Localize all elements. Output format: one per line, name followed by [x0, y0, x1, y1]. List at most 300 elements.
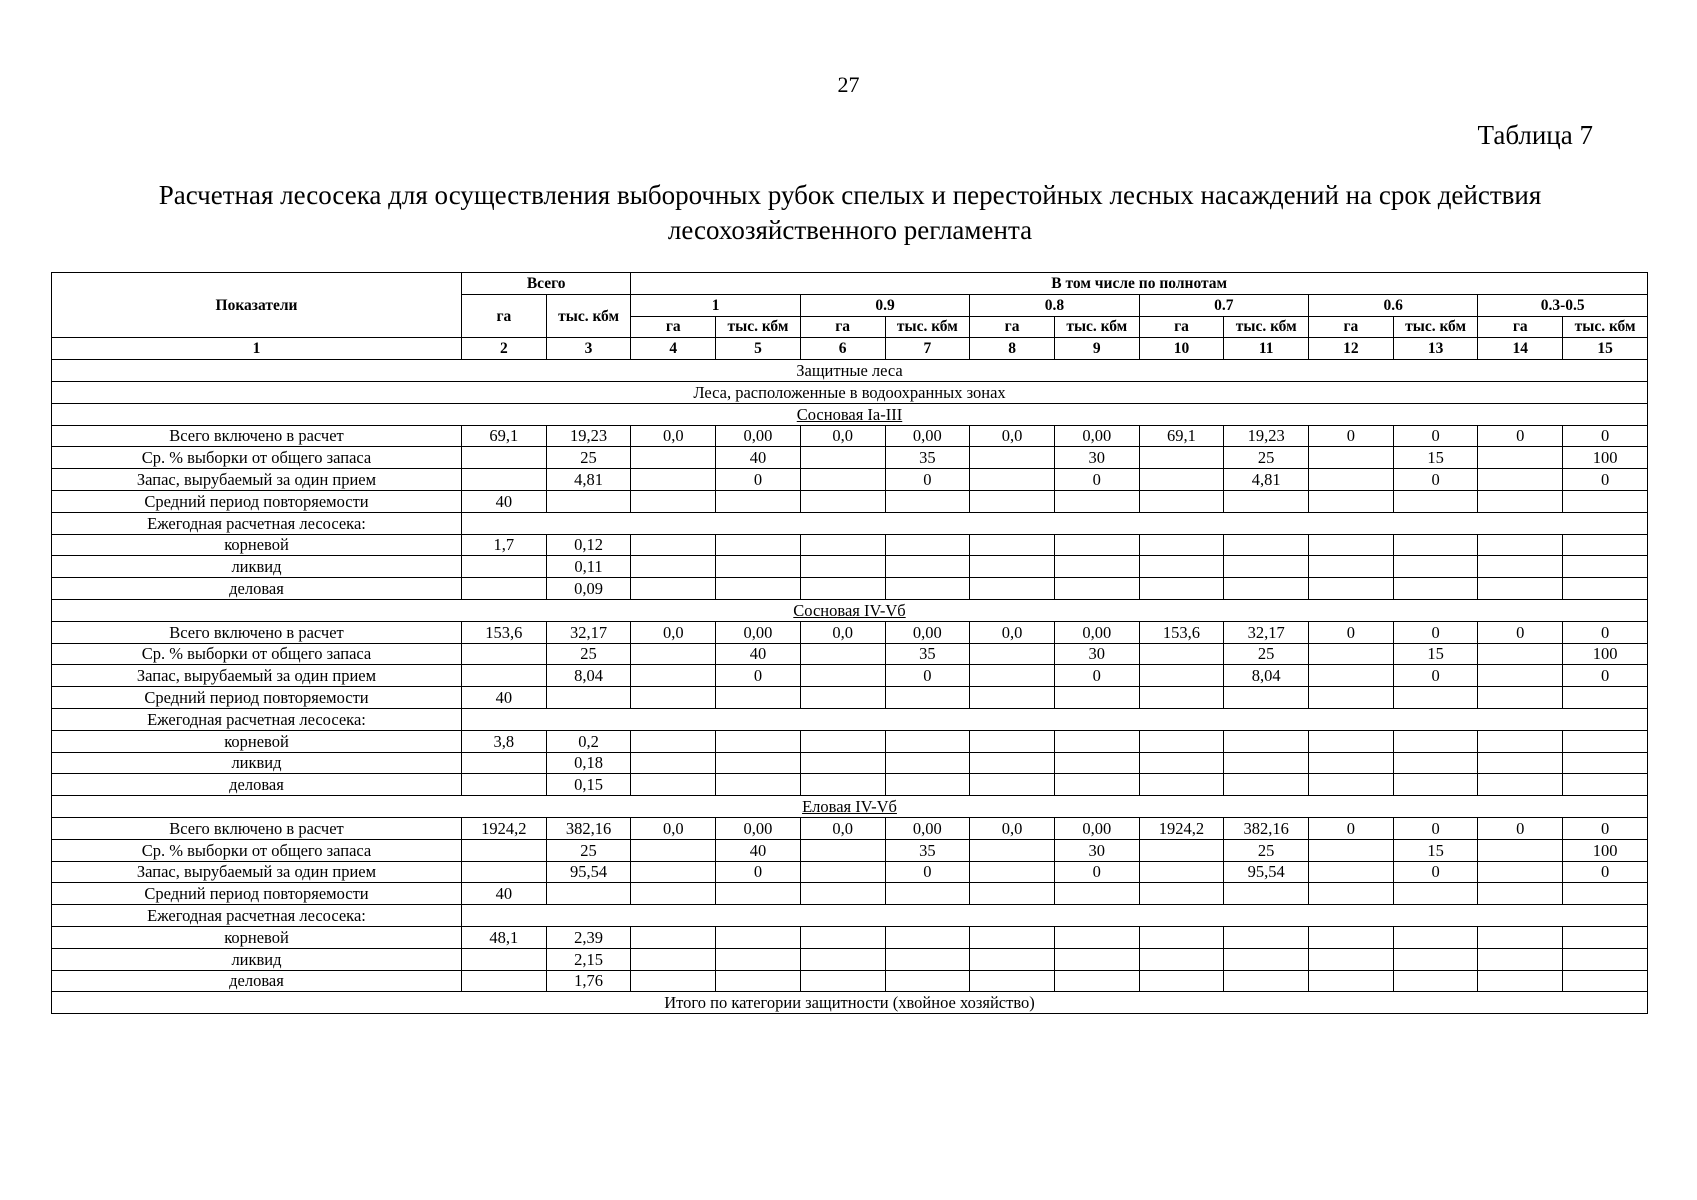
table-cell: [1478, 861, 1563, 883]
row-label: Запас, вырубаемый за один прием: [52, 861, 462, 883]
document-title: Расчетная лесосека для осуществления выборочных рубок спелых и перестойных лесных насаждений на срок действия лесохозяйственного регламента: [158, 180, 1542, 245]
column-number: 13: [1393, 338, 1478, 360]
row-label: корневой: [52, 534, 462, 556]
table-cell: [716, 490, 801, 512]
table-cell: [462, 447, 547, 469]
table-cell: [885, 578, 970, 600]
empty-cell: [462, 512, 1648, 534]
header-unit-tkbm: тыс. кбм: [716, 316, 801, 338]
table-cell: [970, 839, 1055, 861]
row-label: Всего включено в расчет: [52, 817, 462, 839]
table-cell: [1478, 839, 1563, 861]
table-cell: 0: [1563, 817, 1648, 839]
table-cell: [1393, 687, 1478, 709]
table-cell: 0,00: [885, 817, 970, 839]
table-cell: [462, 469, 547, 491]
table-cell: 40: [716, 447, 801, 469]
header-unit-ha: га: [1478, 316, 1563, 338]
table-cell: [1139, 687, 1224, 709]
table-cell: 0: [1393, 665, 1478, 687]
table-cell: 0: [1054, 861, 1139, 883]
table-cell: 0,00: [716, 817, 801, 839]
empty-cell: [462, 905, 1648, 927]
footer-total-heading-label: Итого по категории защитности (хвойное хозяйство): [664, 993, 1035, 1013]
table-cell: 0,00: [1054, 425, 1139, 447]
table-cell: [885, 752, 970, 774]
table-cell: [1309, 926, 1394, 948]
table-cell: [1139, 883, 1224, 905]
table-cell: [970, 447, 1055, 469]
species-group-heading: [52, 403, 1648, 425]
table-cell: 153,6: [462, 621, 547, 643]
table-cell: 35: [885, 447, 970, 469]
table-cell: [970, 883, 1055, 905]
table-cell: [1478, 687, 1563, 709]
table-cell: [1139, 948, 1224, 970]
table-cell: 25: [1224, 447, 1309, 469]
table-cell: 2,39: [546, 926, 631, 948]
column-numbers-row: [52, 338, 1648, 360]
table-cell: 0,15: [546, 774, 631, 796]
table-cell: 0,0: [631, 621, 716, 643]
table-row: [52, 534, 1648, 556]
table-cell: [1393, 730, 1478, 752]
table-cell: [885, 926, 970, 948]
table-cell: [716, 752, 801, 774]
table-cell: [1139, 774, 1224, 796]
table-cell: [1054, 556, 1139, 578]
table-cell: [1309, 970, 1394, 992]
table-cell: [1139, 752, 1224, 774]
table-cell: 0: [1393, 469, 1478, 491]
table-cell: [1309, 752, 1394, 774]
table-cell: 100: [1563, 447, 1648, 469]
row-label: Средний период повторяемости: [52, 883, 462, 905]
table-cell: 0: [1054, 665, 1139, 687]
table-cell: 32,17: [546, 621, 631, 643]
table-cell: [1224, 970, 1309, 992]
header-unit-tkbm: тыс. кбм: [885, 316, 970, 338]
species-group-heading: [52, 599, 1648, 621]
table-cell: [1563, 730, 1648, 752]
table-cell: 0: [1563, 861, 1648, 883]
table-cell: [1139, 839, 1224, 861]
row-label: Запас, вырубаемый за один прием: [52, 469, 462, 491]
table-cell: [885, 490, 970, 512]
table-cell: [462, 752, 547, 774]
table-cell: 0: [1054, 469, 1139, 491]
column-number: 2: [462, 338, 547, 360]
table-cell: [1563, 970, 1648, 992]
table-cell: 0: [1393, 861, 1478, 883]
table-cell: [1563, 926, 1648, 948]
table-cell: [631, 665, 716, 687]
table-cell: [885, 774, 970, 796]
table-cell: [1054, 774, 1139, 796]
table-cell: [1054, 687, 1139, 709]
table-cell: [1224, 926, 1309, 948]
table-cell: 15: [1393, 447, 1478, 469]
table-cell: [462, 970, 547, 992]
table-cell: [800, 556, 885, 578]
table-cell: 25: [546, 643, 631, 665]
table-cell: [1478, 752, 1563, 774]
table-row: [52, 556, 1648, 578]
row-label: корневой: [52, 730, 462, 752]
table-cell: 95,54: [1224, 861, 1309, 883]
table-cell: 69,1: [462, 425, 547, 447]
table-cell: [716, 926, 801, 948]
table-cell: [800, 774, 885, 796]
table-cell: 95,54: [546, 861, 631, 883]
table-cell: [970, 774, 1055, 796]
table-cell: [1309, 490, 1394, 512]
table-cell: [800, 730, 885, 752]
table-cell: 0: [1309, 817, 1394, 839]
table-cell: [800, 578, 885, 600]
table-cell: 0,11: [546, 556, 631, 578]
table-cell: [1393, 578, 1478, 600]
column-number: 14: [1478, 338, 1563, 360]
table-cell: 0: [716, 861, 801, 883]
table-cell: [800, 948, 885, 970]
table-cell: [1478, 926, 1563, 948]
table-cell: [631, 643, 716, 665]
table-cell: [1393, 948, 1478, 970]
table-cell: [885, 687, 970, 709]
table-cell: 0,00: [885, 621, 970, 643]
table-cell: [1309, 665, 1394, 687]
column-number: 8: [970, 338, 1055, 360]
table-cell: 40: [462, 883, 547, 905]
table-cell: [1563, 556, 1648, 578]
table-row: [52, 469, 1648, 491]
table-cell: 0,00: [1054, 621, 1139, 643]
table-cell: 32,17: [1224, 621, 1309, 643]
header-unit-ha: га: [1309, 316, 1394, 338]
row-label: Запас, вырубаемый за один прием: [52, 665, 462, 687]
table-cell: [1478, 447, 1563, 469]
table-cell: [631, 839, 716, 861]
table-cell: [1139, 469, 1224, 491]
table-cell: [1478, 774, 1563, 796]
table-cell: [1224, 687, 1309, 709]
column-number: 6: [800, 338, 885, 360]
row-label: Ежегодная расчетная лесосека:: [52, 905, 462, 927]
table-cell: 0: [1563, 469, 1648, 491]
table-cell: [800, 970, 885, 992]
category-heading: [52, 360, 1648, 382]
table-cell: 0: [1563, 425, 1648, 447]
table-cell: 0: [1393, 425, 1478, 447]
category-heading-label: Защитные леса: [796, 361, 903, 381]
table-cell: [1224, 578, 1309, 600]
row-label: Средний период повторяемости: [52, 687, 462, 709]
table-row: [52, 839, 1648, 861]
table-cell: [631, 926, 716, 948]
column-number: 10: [1139, 338, 1224, 360]
table-cell: 0,00: [716, 621, 801, 643]
table-cell: [1478, 948, 1563, 970]
table-cell: 0,12: [546, 534, 631, 556]
species-group-heading-label: Сосновая Ia-III: [796, 404, 903, 424]
header-total-ha: га: [462, 294, 547, 338]
table-cell: [970, 730, 1055, 752]
table-cell: 40: [462, 687, 547, 709]
table-cell: 0,18: [546, 752, 631, 774]
table-cell: [462, 578, 547, 600]
table-cell: [800, 665, 885, 687]
table-cell: 0,0: [631, 817, 716, 839]
table-cell: 8,04: [1224, 665, 1309, 687]
table-cell: [1393, 926, 1478, 948]
table-cell: [1563, 490, 1648, 512]
table-cell: [1139, 556, 1224, 578]
header-density: 1: [631, 294, 800, 316]
table-cell: [800, 752, 885, 774]
header-unit-tkbm: тыс. кбм: [1224, 316, 1309, 338]
table-cell: 1,76: [546, 970, 631, 992]
table-cell: [716, 578, 801, 600]
table-cell: 0,0: [970, 621, 1055, 643]
table-row: [52, 447, 1648, 469]
table-cell: [1139, 730, 1224, 752]
empty-cell: [462, 708, 1648, 730]
table-cell: [1224, 534, 1309, 556]
table-cell: [1224, 730, 1309, 752]
row-label: корневой: [52, 926, 462, 948]
table-cell: [631, 534, 716, 556]
table-cell: 0: [1478, 817, 1563, 839]
table-cell: [716, 883, 801, 905]
table-cell: 19,23: [1224, 425, 1309, 447]
header-unit-ha: га: [1139, 316, 1224, 338]
table-cell: 0,0: [970, 425, 1055, 447]
header-unit-tkbm: тыс. кбм: [1054, 316, 1139, 338]
subcategory-heading-label: Леса, расположенные в водоохранных зонах: [693, 382, 1006, 402]
table-cell: [1393, 490, 1478, 512]
table-cell: 0: [1478, 621, 1563, 643]
table-cell: [970, 861, 1055, 883]
column-number: 15: [1563, 338, 1648, 360]
table-cell: 25: [1224, 839, 1309, 861]
table-row: [52, 490, 1648, 512]
table-cell: 15: [1393, 839, 1478, 861]
table-cell: [1563, 687, 1648, 709]
table-cell: 0: [885, 665, 970, 687]
table-cell: [1054, 730, 1139, 752]
table-cell: [1139, 534, 1224, 556]
table-cell: [631, 752, 716, 774]
table-cell: [1309, 861, 1394, 883]
table-cell: [800, 534, 885, 556]
table-cell: 19,23: [546, 425, 631, 447]
species-group-heading: [52, 796, 1648, 818]
table-row: [52, 665, 1648, 687]
table-cell: [970, 752, 1055, 774]
row-label: Всего включено в расчет: [52, 425, 462, 447]
table-cell: [716, 556, 801, 578]
table-cell: [885, 883, 970, 905]
table-cell: 100: [1563, 643, 1648, 665]
table-cell: 25: [1224, 643, 1309, 665]
column-number: 3: [546, 338, 631, 360]
table-cell: [1478, 643, 1563, 665]
table-cell: [800, 883, 885, 905]
table-cell: [1309, 774, 1394, 796]
row-label: ликвид: [52, 948, 462, 970]
table-cell: [546, 490, 631, 512]
table-cell: 8,04: [546, 665, 631, 687]
table-cell: [716, 534, 801, 556]
footer-total-heading: [52, 992, 1648, 1014]
column-number: 5: [716, 338, 801, 360]
table-number: Таблица 7: [1477, 120, 1593, 150]
table-cell: [1224, 948, 1309, 970]
row-label: деловая: [52, 970, 462, 992]
table-cell: [1478, 469, 1563, 491]
table-cell: [1478, 534, 1563, 556]
table-cell: 0: [716, 469, 801, 491]
table-cell: [631, 774, 716, 796]
table-cell: [462, 839, 547, 861]
table-cell: [1478, 883, 1563, 905]
table-cell: 35: [885, 839, 970, 861]
table-cell: 0,0: [970, 817, 1055, 839]
header-unit-ha: га: [800, 316, 885, 338]
table-cell: 30: [1054, 643, 1139, 665]
table-body: [52, 360, 1648, 1014]
table-cell: 2,15: [546, 948, 631, 970]
table-cell: [885, 730, 970, 752]
table-cell: [1393, 883, 1478, 905]
table-cell: [1139, 926, 1224, 948]
table-cell: [462, 556, 547, 578]
table-cell: [631, 948, 716, 970]
table-cell: 382,16: [546, 817, 631, 839]
table-cell: [1393, 970, 1478, 992]
table-cell: 69,1: [1139, 425, 1224, 447]
table-cell: [800, 447, 885, 469]
table-cell: [631, 469, 716, 491]
table-cell: [1309, 578, 1394, 600]
table-cell: [1309, 730, 1394, 752]
table-cell: 48,1: [462, 926, 547, 948]
table-cell: [631, 578, 716, 600]
table-cell: [970, 556, 1055, 578]
table-cell: [1309, 447, 1394, 469]
table-cell: 0: [1393, 621, 1478, 643]
table-row: [52, 512, 1648, 534]
table-cell: [970, 534, 1055, 556]
table-cell: [716, 730, 801, 752]
table-cell: [885, 948, 970, 970]
page-number: 27: [837, 72, 860, 97]
table-cell: [1224, 490, 1309, 512]
table-cell: 25: [546, 839, 631, 861]
table-cell: [1224, 883, 1309, 905]
table-row: [52, 970, 1648, 992]
subcategory-heading: [52, 381, 1648, 403]
table-cell: [885, 534, 970, 556]
table-cell: [1563, 774, 1648, 796]
table-cell: [800, 861, 885, 883]
table-cell: 0,00: [716, 425, 801, 447]
row-label: Всего включено в расчет: [52, 621, 462, 643]
table-cell: [1563, 948, 1648, 970]
table-cell: 0: [1563, 665, 1648, 687]
table-cell: 40: [462, 490, 547, 512]
table-cell: [1054, 534, 1139, 556]
table-cell: 153,6: [1139, 621, 1224, 643]
table-cell: [716, 774, 801, 796]
header-density: 0.6: [1309, 294, 1478, 316]
table-cell: [1224, 774, 1309, 796]
table-cell: 0: [1563, 621, 1648, 643]
table-cell: [631, 447, 716, 469]
table-cell: [1563, 534, 1648, 556]
table-cell: [631, 861, 716, 883]
table-cell: [1309, 534, 1394, 556]
table-cell: 0: [1393, 817, 1478, 839]
table-cell: [970, 643, 1055, 665]
table-cell: [631, 490, 716, 512]
table-cell: [1478, 490, 1563, 512]
table-header: [52, 273, 1648, 360]
table-cell: [631, 730, 716, 752]
column-number: 4: [631, 338, 716, 360]
table-cell: 3,8: [462, 730, 547, 752]
table-cell: 0,2: [546, 730, 631, 752]
table-cell: [1139, 490, 1224, 512]
table-cell: 30: [1054, 447, 1139, 469]
table-cell: [970, 490, 1055, 512]
table-cell: 1,7: [462, 534, 547, 556]
table-cell: 4,81: [1224, 469, 1309, 491]
table-row: [52, 948, 1648, 970]
table-cell: [1054, 970, 1139, 992]
header-including: В том числе по полнотам: [631, 273, 1648, 295]
table-cell: [1054, 926, 1139, 948]
table-cell: [1309, 643, 1394, 665]
table-cell: [1309, 948, 1394, 970]
table-cell: 1924,2: [1139, 817, 1224, 839]
table-cell: [1139, 643, 1224, 665]
table-cell: [546, 687, 631, 709]
table-row: [52, 621, 1648, 643]
header-total-tkbm: тыс. кбм: [546, 294, 631, 338]
table-cell: [716, 970, 801, 992]
table-cell: [970, 948, 1055, 970]
row-label: ликвид: [52, 556, 462, 578]
table-cell: [1393, 556, 1478, 578]
table-cell: [1309, 687, 1394, 709]
header-total: Всего: [462, 273, 631, 295]
table-cell: [1393, 534, 1478, 556]
table-cell: [716, 948, 801, 970]
table-cell: [716, 687, 801, 709]
table-cell: [970, 926, 1055, 948]
table-cell: [1054, 752, 1139, 774]
column-number: 11: [1224, 338, 1309, 360]
table-cell: [970, 970, 1055, 992]
table-cell: [1563, 578, 1648, 600]
column-number: 12: [1309, 338, 1394, 360]
table-row: [52, 687, 1648, 709]
table-cell: [970, 687, 1055, 709]
table-row: [52, 643, 1648, 665]
table-cell: [1563, 883, 1648, 905]
